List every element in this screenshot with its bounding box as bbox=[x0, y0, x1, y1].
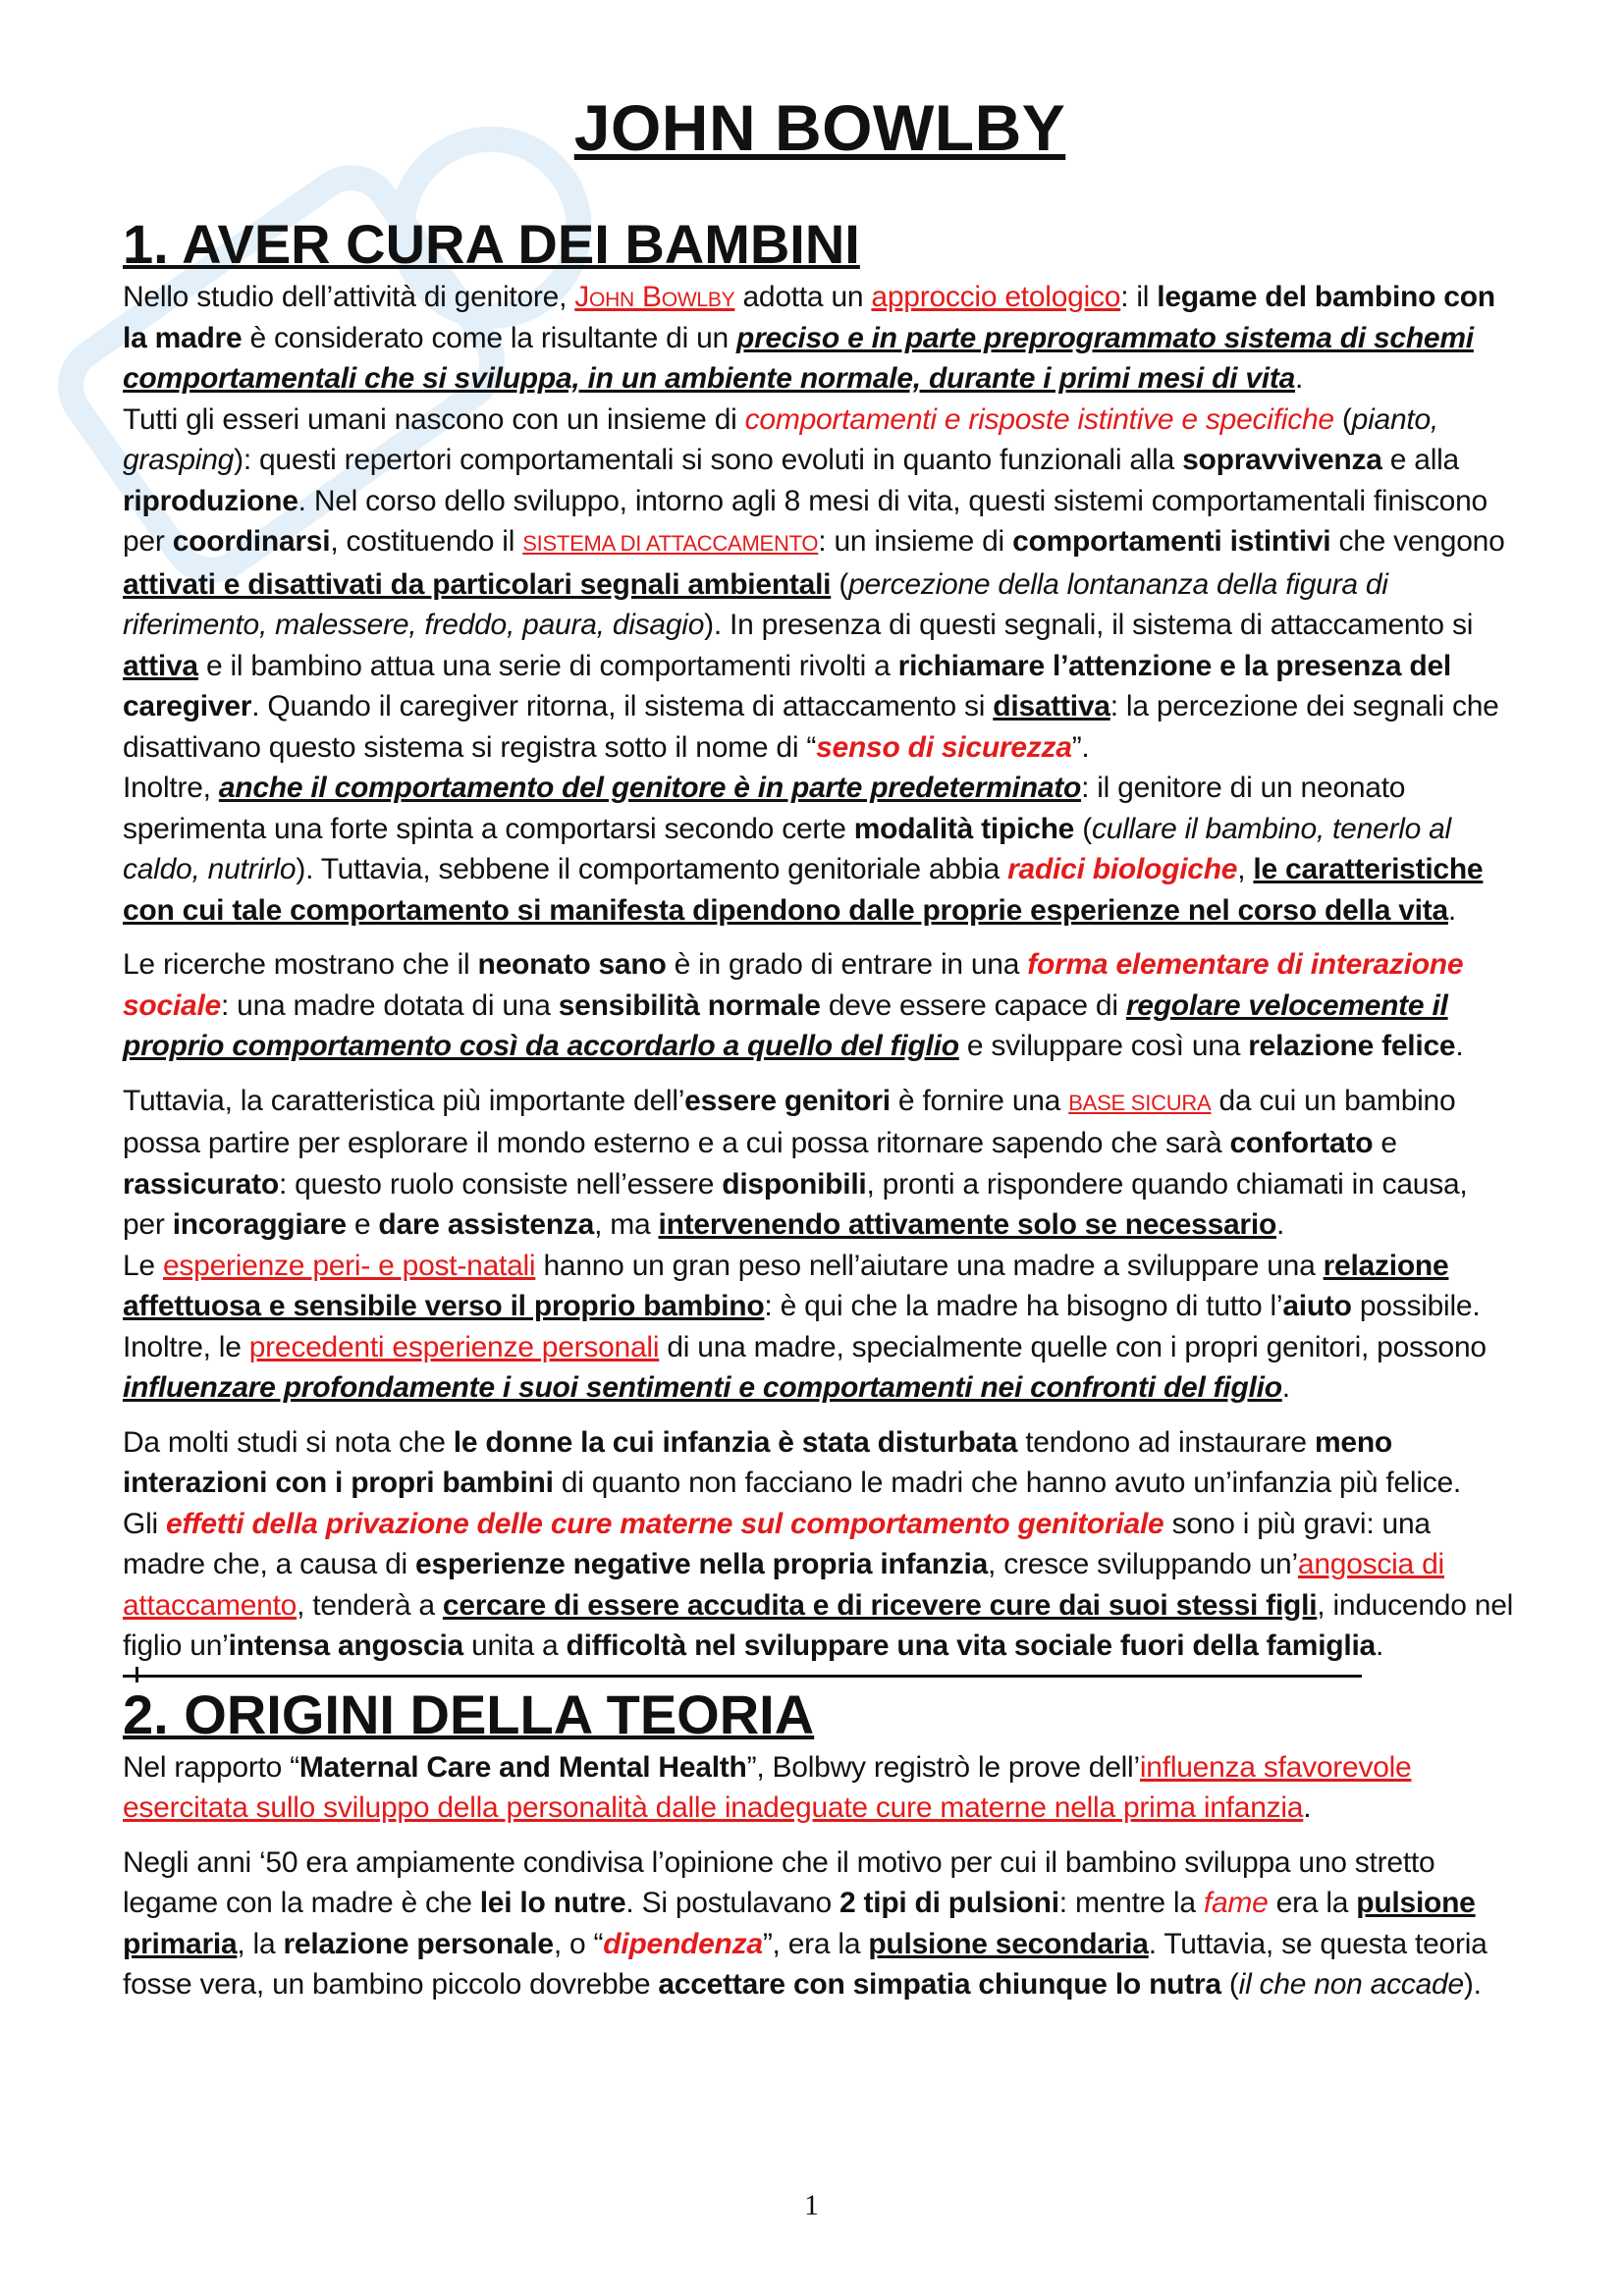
section-2-paragraph-2: Negli anni ‘50 era ampiamente condivisa l’opinione che il motivo per cui il bambino sviluppa uno stretto legame con la madre è che lei lo nutre. Si postulavano 2 tipi di pulsioni: mentre la fame era la pulsione primaria, la relazione personale, o “dipendenza”, era la pulsione secondaria. Tuttavia, se questa teoria fosse vera, un bambino piccolo dovrebbe accettare con simpatia chiunque lo nutra (il che non accade). bbox=[123, 1845, 1488, 2001]
section-divider bbox=[123, 1669, 1517, 1682]
document-page bbox=[123, 90, 1517, 2005]
section-1-paragraph-4: Tuttavia, la caratteristica più importante dell’essere genitori è fornire una BASE SICURA da cui un bambino possa partire per esplorare il mondo esterno e a cui possa ritornare sapendo che sarà confortato e rassicurato: questo ruolo consiste nell’essere disponibili, pronti a rispondere quando chiamati in causa, per incoraggiare e dare assistenza, ma intervenendo attivamente solo se necessario. Le esperienze peri- e post-natali hanno un gran peso nell’aiutare una madre a sviluppare una relazione affettuosa e sensibile verso il proprio bambino: è qui che la madre ha bisogno di tutto l’aiuto possibile. Inoltre, le precedenti esperienze personali di una madre, specialmente quelle con i propri genitori, possono influenzare profondamente i suoi sentimenti e comportamenti nei confronti del figlio. bbox=[123, 1084, 1487, 1404]
section-2-paragraph-1: Nel rapporto “Maternal Care and Mental Health”, Bolbwy registrò le prove dell’influenza sfavorevole esercitata sullo sviluppo della personalità dalle inadeguate cure materne nella prima infanzia. bbox=[123, 1750, 1412, 1824]
section-1-paragraph-5: Da molti studi si nota che le donne la cui infanzia è stata disturbata tendono ad instaurare meno interazioni con i propri bambini di quanto non facciano le madri che hanno avuto un’infanzia più felice. Gli effetti della privazione delle cure materne sul comportamento genitoriale sono i più gravi: una madre che, a causa di esperienze negative nella propria infanzia, cresce sviluppando un’angoscia di attaccamento, tenderà a cercare di essere accudita e di ricevere cure dai suoi stessi figli, inducendo nel figlio un’intensa angoscia unita a difficoltà nel sviluppare una vita sociale fuori della famiglia. bbox=[123, 1425, 1514, 1662]
section-1-heading: 1. AVER CURA DEI BAMBINI bbox=[123, 213, 860, 275]
section-1-paragraph-2: Inoltre, anche il comportamento del genitore è in parte predeterminato: il genitore di un neonato sperimenta una forte spinta a comportarsi secondo certe modalità tipiche (cullare il bambino, tenerlo al caldo, nutrirlo). Tuttavia, sebbene il comportamento genitoriale abbia radici biologiche, le caratteristiche con cui tale comportamento si manifesta dipendono dalle proprie esperienze nel corso della vita. bbox=[123, 772, 1484, 927]
section-2-heading: 2. ORIGINI DELLA TEORIA bbox=[123, 1682, 815, 1745]
divider-line bbox=[123, 1675, 1362, 1678]
section-1-paragraph-1: Nello studio dell’attività di genitore, John Bowlby adotta un approccio etologico: il legame del bambino con la madre è considerato come la risultante di un preciso e in parte preprogrammato sistema di schemi comportamentali che si sviluppa, in un ambiente normale, durante i primi mesi di vita. Tutti gli esseri umani nascono con un insieme di comportamenti e risposte istintive e specifiche (pianto, grasping): questi repertori comportamentali si sono evoluti in quanto funzionali alla sopravvivenza e alla riproduzione. Nel corso dello sviluppo, intorno agli 8 mesi di vita, questi sistemi comportamentali finiscono per coordinarsi, costituendo il SISTEMA DI ATTACCAMENTO: un insieme di comportamenti istintivi che vengono attivati e disattivati da particolari segnali ambientali (percezione della lontananza della figura di riferimento, malessere, freddo, paura, disagio). In presenza di questi segnali, il sistema di attaccamento si attiva e il bambino attua una serie di comportamenti rivolti a richiamare l’attenzione e la presenza del caregiver. Quando il caregiver ritorna, il sistema di attaccamento si disattiva: la percezione dei segnali che disattivano questo sistema si registra sotto il nome di “senso di sicurezza”. bbox=[123, 281, 1505, 764]
section-1-paragraph-3: Le ricerche mostrano che il neonato sano è in grado di entrare in una forma elementare di interazione sociale: una madre dotata di una sensibilità normale deve essere capace di regolare velocemente il proprio comportamento così da accordarlo a quello del figlio e sviluppare così una relazione felice. bbox=[123, 948, 1464, 1062]
document-title: JOHN BOWLBY bbox=[573, 91, 1066, 164]
page-number: 1 bbox=[804, 2189, 819, 2221]
